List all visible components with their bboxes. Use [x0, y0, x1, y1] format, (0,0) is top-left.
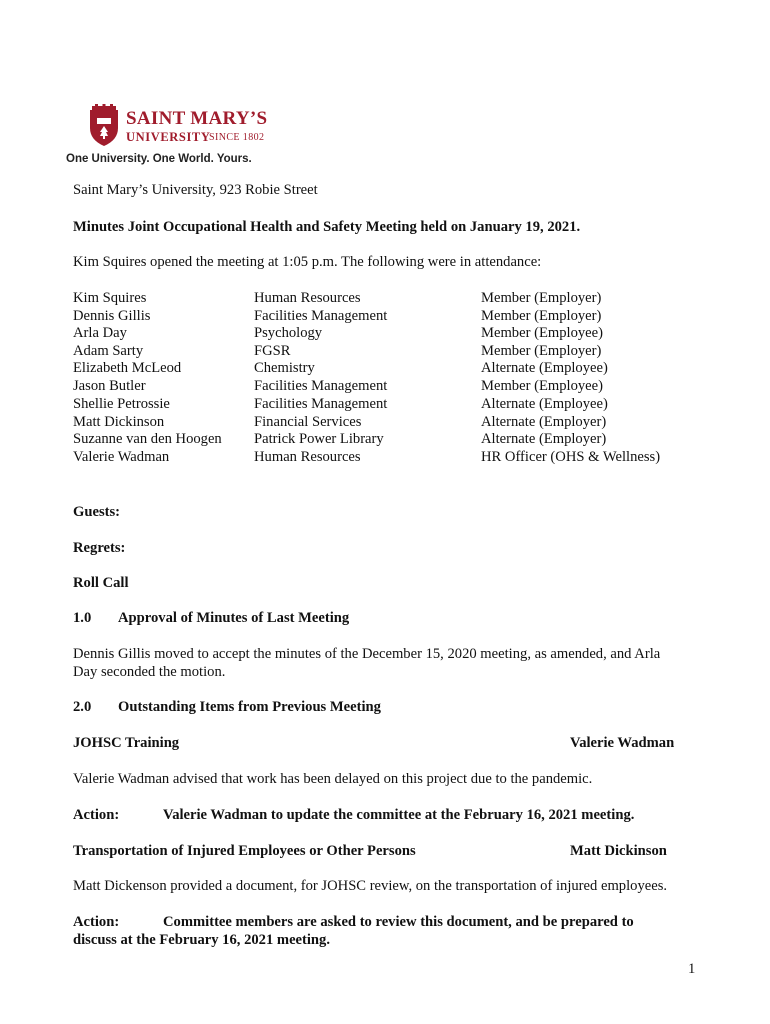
item1-action-label: Action:	[73, 807, 120, 823]
section1-paragraph-line1: Dennis Gillis moved to accept the minutes of the December 15, 2020 meeting, as amended, and Arla	[73, 646, 661, 662]
attendee-name: Arla Day	[73, 325, 127, 341]
attendee-name: Adam Sarty	[73, 342, 144, 359]
attendee-role: Alternate (Employee)	[481, 360, 608, 376]
attendee-role: Member (Employer)	[481, 290, 602, 306]
attendee-dept: Facilities Management	[254, 378, 388, 394]
attendee-dept: Psychology	[254, 325, 323, 341]
item2-action-label: Action:	[73, 914, 120, 930]
page-number: 1	[688, 961, 696, 977]
guests-label: Guests:	[73, 504, 121, 520]
university-logo	[66, 104, 276, 170]
attendee-role: HR Officer (OHS & Wellness)	[481, 449, 661, 465]
attendee-dept: Patrick Power Library	[254, 431, 384, 447]
attendee-name: Shellie Petrossie	[73, 395, 170, 412]
attendee-dept: Financial Services	[254, 413, 362, 430]
section1-number: 1.0	[73, 610, 92, 626]
item2-action-text-line1: Committee members are asked to review this document, and be prepared to	[163, 914, 634, 930]
document-title: Minutes Joint Occupational Health and Safety Meeting held on January 19, 2021.	[73, 219, 581, 235]
attendee-dept: Facilities Management	[254, 395, 388, 412]
logo-tagline: One University. One World. Yours.	[66, 153, 252, 165]
roll-call-label: Roll Call	[73, 575, 129, 591]
attendee-dept: FGSR	[254, 342, 291, 359]
address-line: Saint Mary’s University, 923 Robie Street	[73, 182, 318, 198]
attendee-role: Member (Employer)	[481, 307, 602, 324]
logo-university: UNIVERSITY	[126, 130, 211, 144]
item2-title: Transportation of Injured Employees or Other Persons	[73, 843, 416, 859]
section2-heading: Outstanding Items from Previous Meeting	[118, 699, 381, 715]
attendee-dept: Human Resources	[254, 449, 361, 465]
section1-heading: Approval of Minutes of Last Meeting	[118, 610, 350, 626]
attendee-dept: Human Resources	[254, 290, 361, 306]
item2-owner: Matt Dickinson	[570, 843, 667, 859]
attendee-name: Jason Butler	[73, 378, 146, 394]
section2-number: 2.0	[73, 699, 92, 715]
university-crest-icon	[86, 104, 122, 148]
item1-title: JOHSC Training	[73, 735, 180, 751]
attendee-name: Suzanne van den Hoogen	[73, 431, 222, 447]
logo-name: SAINT MARY’S	[126, 108, 268, 129]
item1-action-text: Valerie Wadman to update the committee at the February 16, 2021 meeting.	[163, 807, 635, 823]
item2-text: Matt Dickenson provided a document, for JOHSC review, on the transportation of injured employees.	[73, 878, 668, 894]
regrets-label: Regrets:	[73, 540, 126, 556]
attendee-role: Alternate (Employee)	[481, 395, 608, 412]
logo-since: SINCE 1802	[209, 132, 265, 143]
attendee-dept: Chemistry	[254, 360, 315, 376]
attendee-dept: Facilities Management	[254, 307, 388, 324]
attendee-name: Dennis Gillis	[73, 307, 151, 324]
attendee-name: Elizabeth McLeod	[73, 360, 182, 376]
attendee-name: Valerie Wadman	[73, 449, 170, 465]
item1-owner: Valerie Wadman	[570, 735, 675, 751]
attendee-name: Kim Squires	[73, 290, 147, 306]
item2-action-text-line2: discuss at the February 16, 2021 meeting.	[73, 932, 330, 948]
section1-paragraph-line2: Day seconded the motion.	[73, 664, 226, 680]
attendee-role: Member (Employer)	[481, 342, 602, 359]
attendee-role: Alternate (Employer)	[481, 431, 607, 447]
attendee-role: Member (Employee)	[481, 378, 603, 394]
attendee-role: Member (Employee)	[481, 325, 603, 341]
attendee-name: Matt Dickinson	[73, 413, 165, 430]
item1-text: Valerie Wadman advised that work has been delayed on this project due to the pandemic.	[73, 771, 593, 787]
opening-text: Kim Squires opened the meeting at 1:05 p.m. The following were in attendance:	[73, 254, 542, 270]
attendee-role: Alternate (Employer)	[481, 413, 607, 430]
